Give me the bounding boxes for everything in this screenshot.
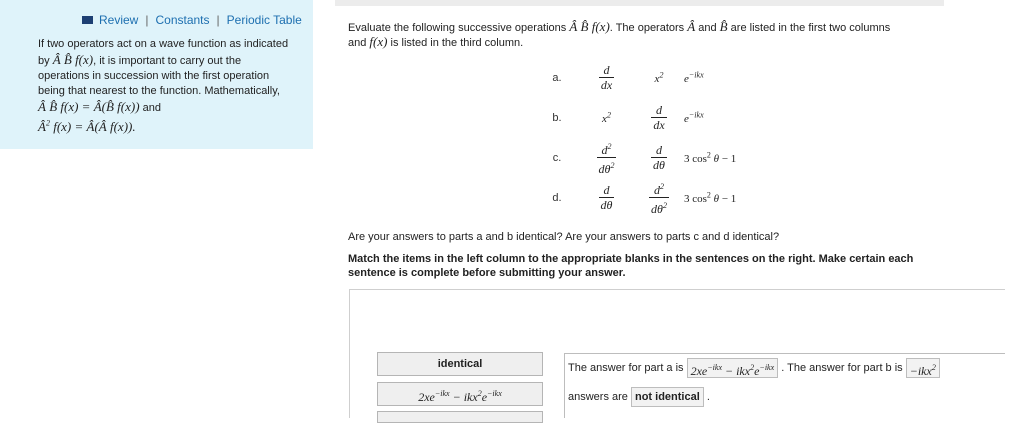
equation-1: Â B̂ f(x) = Â(B̂ f(x)) and — [38, 99, 161, 114]
table-row: b. $x^2$ $\frac{d}{dx}$ $e^{-ikx}$ — [552, 103, 704, 132]
review-icon — [82, 16, 93, 24]
blank-part-b[interactable]: −ikx$^2$ — [906, 358, 940, 378]
table-row: a. $\frac{d}{dx}$ $x^2$ $e^{-ikx}$ — [552, 63, 704, 92]
top-strip — [335, 0, 944, 6]
question-text: Are your answers to parts a and b identical? Are your answers to parts c and d identical? — [348, 231, 780, 243]
periodic-table-link[interactable]: Periodic Table — [226, 13, 302, 27]
answer-tile-identical[interactable]: identical — [377, 352, 543, 376]
blank-identical[interactable]: not identical — [631, 387, 704, 407]
review-link[interactable]: Review — [99, 13, 139, 27]
operators-table — [535, 58, 769, 218]
sentence-box: The answer for part a is $2xe^{-ikx} - ikx^2e^{-ikx}$ . The answer for part b is −ikx$^2$ answers are not identical . — [564, 353, 1005, 418]
equation-2: $Â^2$ f(x) = Â(Â f(x)). — [38, 119, 136, 135]
problem-prompt: Evaluate the following successive operations Â B̂ f(x). The operators Â and B̂ are listed in the first two columns and f(x) is listed in the third column. — [348, 19, 891, 49]
answer-tile-expression[interactable]: $2xe^{-ikx} - ikx^2e^{-ikx}$ — [377, 382, 543, 406]
answer-tile-partial[interactable] — [377, 411, 543, 423]
main-content — [335, 0, 1024, 417]
table-row: c. $\frac{d^2}{d\theta^2}$ $\frac{d}{d\theta}$ 3 $\cos^2 \theta - 1$ — [552, 141, 737, 176]
hint-links: Review | Constants | Periodic Table — [82, 13, 302, 27]
hint-text: If two operators act on a wave function as indicated by Â B̂ f(x), it is important to carry out the operations in succession with the first operation being that nearest to the function. Mathematically, Â B̂ f(x) = Â(B̂ f(x)) and $Â^2$ f(x) = Â(Â f(x)). — [38, 37, 308, 136]
table-row: d. $\frac{d}{d\theta}$ $\frac{d^2}{d\theta^2}$ 3 $\cos^2 \theta - 1$ — [552, 181, 737, 216]
hint-panel — [0, 0, 313, 149]
blank-part-a[interactable]: $2xe^{-ikx} - ikx^2e^{-ikx}$ — [687, 358, 779, 378]
instructions-text: Match the items in the left column to the appropriate blanks in the sentences on the right. Make certain each sentence is complete before submitting your answer. — [348, 253, 914, 279]
constants-link[interactable]: Constants — [155, 13, 210, 27]
